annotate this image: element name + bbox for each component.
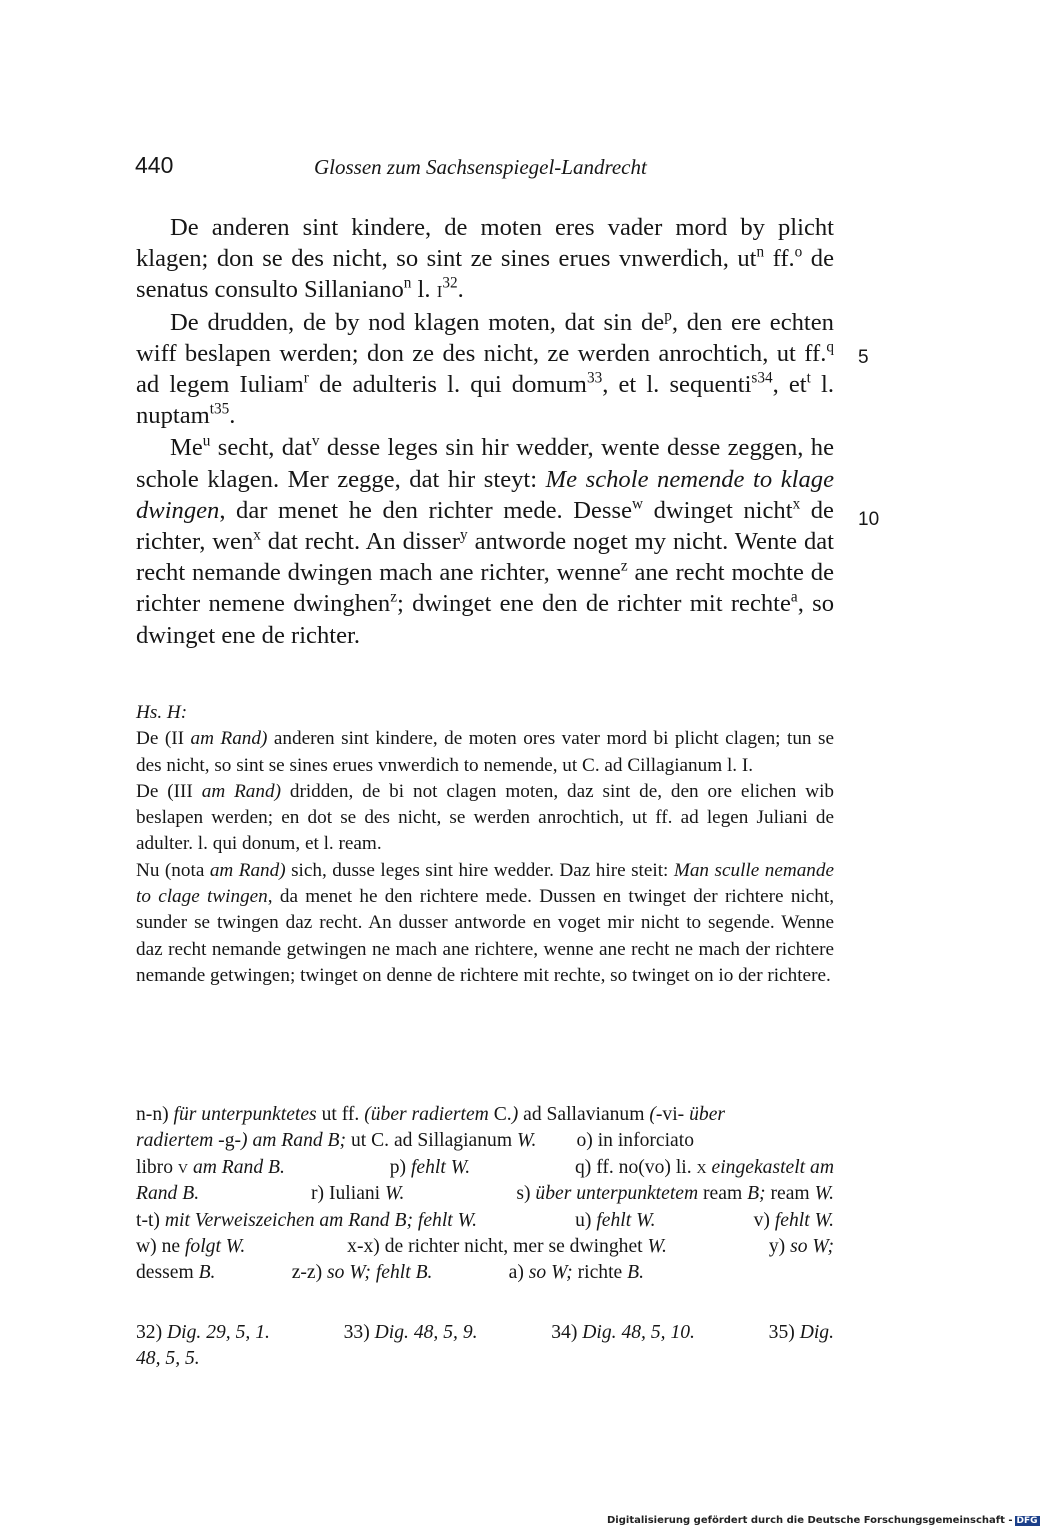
manuscript-paragraph: De (II am Rand) anderen sint kindere, de moten ores vater mord bi plicht clagen; tun se des nicht, so sint se sines erues vnwerdich to nemende, ut C. ad Cillagianum l. I. [136,728,835,776]
digitization-credit [607,1515,1040,1526]
textual-apparatus [136,1102,834,1287]
apparatus-line: w) ne folgt W. x-x) de richter nicht, mer se dwinghet W. y) so W; [136,1236,834,1258]
citation-line: 48, 5, 5. [136,1348,200,1370]
apparatus-line: radiertem -g-) am Rand B; ut C. ad Sillagianum W. o) in inforciato [136,1130,694,1152]
apparatus-line: dessem B. z-z) so W; fehlt B. a) so W; richte B. [136,1262,644,1284]
line-numbers [858,0,898,1534]
credit-text: Digitalisierung gefördert durch die Deutsche Forschungsgemeinschaft - [607,1515,1013,1526]
line-number: 10 [858,509,880,530]
main-paragraph: De anderen sint kindere, de moten eres vader mord by plicht klagen; don se des nicht, so sint ze sines erues vnwerdich, $ut^n$ ff.$^o$ de senatus consulto Sillaniano$^n$ l. $i^{32}$. [136,214,834,304]
page-number: 440 [135,152,174,178]
manuscript-paragraph: Nu (nota am Rand) sich, dusse leges sint hire wedder. Daz hire steit: Man sculle nemande to clage twingen, da menet he den richtere mede. Dussen en twinget der richtere nicht, sunder se twingen daz recht. An dusser antworde en voget mir nicht to segende. Wenne daz recht nemande getwingen ne mach ane richtere, wenne ane recht ne mach der richtere nemande getwingen; twinget on denne de richtere mit rechte, so twinget on io der richtere. [136,859,834,986]
citation-line: 32) Dig. 29, 5, 1. 33) Dig. 48, 5, 9. 34) Dig. 48, 5, 10. 35) Dig. [136,1322,834,1343]
manuscript-variant [136,700,834,989]
apparatus-line: n-n) für unterpunktetes ut ff. (über radiertem C.) ad Sallavianum (-vi- über [136,1104,726,1125]
running-head: Glossen zum Sachsenspiegel-Landrecht [314,155,647,179]
source-citations [136,1320,834,1373]
main-text [136,212,834,651]
main-paragraph: Me$^u$ secht, dat$^v$ desse leges sin hir wedder, wente desse zeggen, he schole klagen. Mer zegge, dat hir steyt: Me schole nemende to klage dwingen, dar menet he den richter mede. Desse$^w$ dwinget nicht$^x$ de richter, wen$^x$ dat recht. An disser$^y$ antworde noget my nicht. Wente dat recht nemande dwingen mach ane richter, wenne$^z$ ane recht mochte de richter nemene dwinghen$^z$; dwinget ene den de richter mit rechte$^a$, so dwinget ene de richter. [136,432,835,649]
apparatus-line: Rand B. r) Iuliani W. s) über unterpunktetem ream B; ream W. [136,1183,834,1205]
dfg-logo: DFG [1016,1516,1038,1526]
apparatus-line: libro v am Rand B. p) fehlt W. q) ff. no(vo) li. x eingekastelt am [136,1156,834,1178]
manuscript-paragraph: De (III am Rand) dridden, de bi not clagen moten, daz sint de, den ore elichen wib beslapen werden; en dot se des nicht, se werden anrochtich, ut ff. ad legen Juliani de adulter. l. qui donum, et l. ream. [136,780,834,855]
line-number: 5 [858,347,869,368]
main-paragraph: De drudden, de by nod klagen moten, dat $\sin de^p$, den ere echten wiff beslapen werden; don ze des nicht, ze werden anrochtich, ut ff.$^q$ ad legem Iuliam$^r$ de adulteris l. qui domum$^{33}$, et l. sequenti$^{s34}$, $et^t$ l. nuptam$^{t35}$. [136,307,834,430]
apparatus-line: t-t) mit Verweiszeichen am Rand B; fehlt W. u) fehlt W. v) fehlt W. [136,1209,834,1231]
manuscript-title: Hs. H: [136,702,188,723]
